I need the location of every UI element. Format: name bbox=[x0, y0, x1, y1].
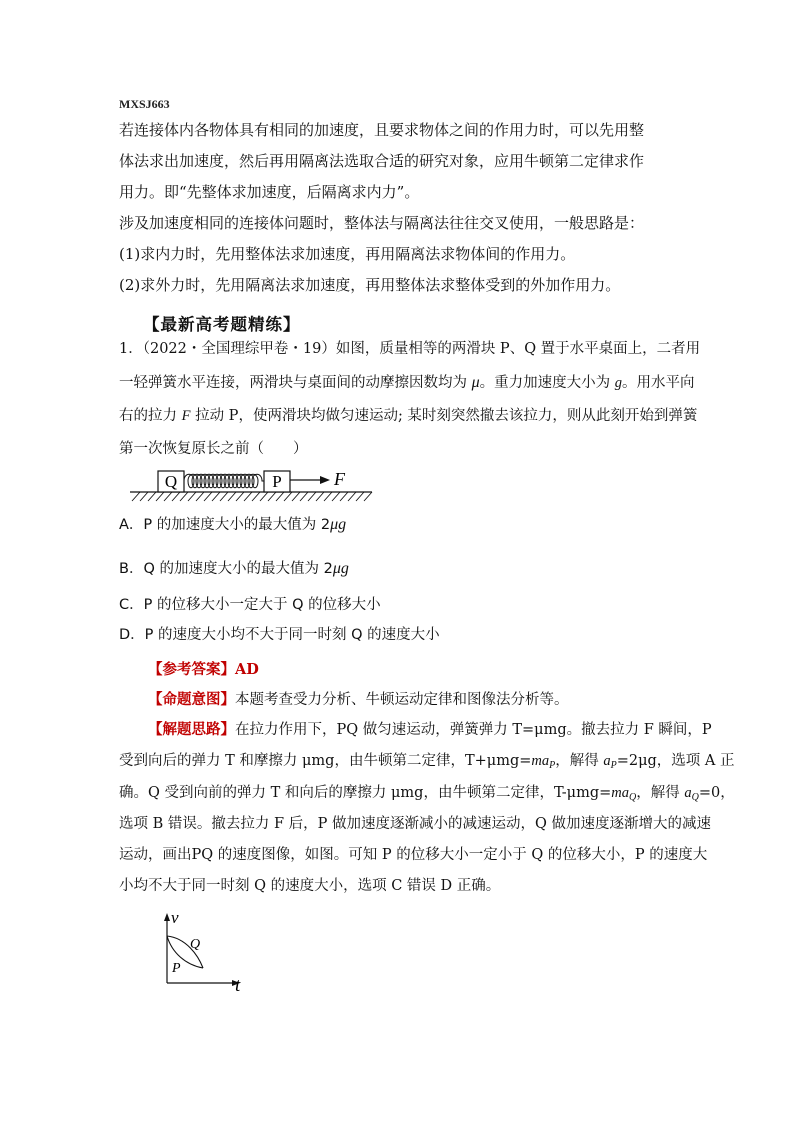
option-a-text: A．P 的加速度大小的最大值为 2 bbox=[119, 517, 331, 533]
curve-p-label: P bbox=[172, 961, 181, 976]
intro-line-3: 用力。即“先整体求加速度，后隔离求内力”。 bbox=[119, 183, 420, 201]
intent-line bbox=[148, 691, 569, 709]
solution-label: 【解题思路】 bbox=[148, 721, 235, 738]
formula-a: a bbox=[603, 753, 611, 769]
formula-a: a bbox=[684, 785, 692, 801]
intro-line-5: (1)求内力时，先用整体法求加速度，再用隔离法求物体间的作用力。 bbox=[119, 245, 576, 263]
g-symbol: g bbox=[338, 516, 347, 533]
solution-text: ，解得 bbox=[636, 785, 685, 801]
intro-line-2: 体法求出加速度，然后再用隔离法选取合适的研究对象，应用牛顿第二定律求作 bbox=[119, 152, 645, 170]
option-b bbox=[119, 560, 349, 578]
stem-text: 。重力加速度大小为 bbox=[479, 375, 615, 391]
solution-line-4: 选项 B 错误。撤去拉力 F 后，P 做加速度逐渐减小的减速运动，Q 做加速度逐渐增大的减速 bbox=[119, 816, 712, 832]
g-symbol: g bbox=[340, 560, 349, 577]
solution-line-3 bbox=[119, 784, 735, 807]
velocity-time-graph bbox=[150, 905, 260, 995]
question-stem-line-1: 1．（2022・全国理综甲卷・19）如图，质量相等的两滑块 P、Q 置于水平桌面上，二者用 bbox=[119, 341, 701, 357]
solution-line-5: 运动，画出PQ 的速度图像，如图。可知 P 的位移大小一定小于 Q 的位移大小，P 的速度大 bbox=[119, 847, 708, 863]
g-symbol: g bbox=[614, 375, 622, 391]
v-axis-arrow bbox=[164, 913, 170, 921]
curve-q-label: Q bbox=[190, 937, 201, 952]
stem-text: 右的拉力 bbox=[119, 408, 182, 424]
stem-text: 拉动 P，使两滑块均做匀速运动; 某时刻突然撤去该拉力，则从此刻开始到弹簧 bbox=[190, 408, 698, 424]
solution-text: 确。Q 受到向前的弹力 T 和向后的摩擦力 μmg，由牛顿第二定律，T-μmg= bbox=[119, 785, 612, 801]
answer-value: AD bbox=[235, 661, 259, 678]
intro-line-1: 若连接体内各物体具有相同的加速度，且要求物体之间的作用力时，可以先用整 bbox=[119, 121, 645, 139]
answer-label: 【参考答案】 bbox=[148, 661, 235, 678]
solution-text: =0， bbox=[698, 785, 735, 801]
force-arrow-head bbox=[320, 476, 330, 484]
formula-subscript: P bbox=[549, 760, 556, 771]
mu-symbol: μ bbox=[332, 560, 341, 577]
reference-answer bbox=[148, 661, 259, 679]
document-code: MXSJ663 bbox=[119, 97, 170, 111]
table-hatch bbox=[132, 492, 372, 501]
solution-text: 受到向后的弹力 T 和摩擦力 μmg，由牛顿第二定律，T+μmg= bbox=[119, 753, 532, 769]
solution-line-2 bbox=[119, 752, 734, 775]
block-q-label: Q bbox=[164, 472, 178, 491]
formula-subscript: P bbox=[610, 760, 617, 771]
stem-text: 。用水平向 bbox=[622, 375, 695, 391]
t-axis-label: t bbox=[235, 975, 241, 995]
intro-line-4: 涉及加速度相同的连接体问题时，整体法与隔离法往往交叉使用，一般思路是： bbox=[119, 214, 645, 232]
f-symbol: F bbox=[181, 408, 191, 424]
option-c: C．P 的位移大小一定大于 Q 的位移大小 bbox=[119, 597, 381, 613]
intent-label: 【命题意图】 bbox=[148, 691, 235, 708]
intro-line-6: (2)求外力时，先用隔离法求加速度，再用整体法求整体受到的外加作用力。 bbox=[119, 276, 621, 294]
spring bbox=[184, 474, 264, 488]
formula-ma: ma bbox=[531, 753, 550, 769]
v-axis-label: v bbox=[171, 908, 179, 927]
block-p-label: P bbox=[272, 472, 282, 491]
option-b-text: B．Q 的加速度大小的最大值为 2 bbox=[119, 561, 333, 577]
option-a bbox=[119, 516, 346, 534]
solution-text: =2μg，选项 A 正 bbox=[616, 753, 735, 769]
formula-subscript: Q bbox=[629, 792, 637, 803]
solution-line-1 bbox=[148, 721, 712, 739]
intent-text: 本题考查受力分析、牛顿运动定律和图像法分析等。 bbox=[235, 692, 569, 708]
spring-blocks-figure bbox=[128, 466, 378, 504]
force-label: F bbox=[334, 469, 345, 489]
stem-text: 一轻弹簧水平连接，两滑块与桌面间的动摩擦因数均为 bbox=[119, 375, 472, 391]
mu-symbol: μ bbox=[330, 516, 339, 533]
section-heading: 【最新高考题精练】 bbox=[143, 315, 301, 334]
mu-symbol: μ bbox=[471, 374, 480, 391]
formula-subscript: Q bbox=[691, 792, 699, 803]
formula-ma: ma bbox=[611, 785, 629, 801]
option-d: D．P 的速度大小均不大于同一时刻 Q 的速度大小 bbox=[119, 627, 440, 643]
solution-text: 在拉力作用下，PQ 做匀速运动，弹簧弹力 T=μmg。撤去拉力 F 瞬间，P bbox=[235, 722, 712, 738]
question-stem-line-4: 第一次恢复原长之前（ ） bbox=[119, 441, 308, 457]
solution-line-6: 小均不大于同一时刻 Q 的速度大小，选项 C 错误 D 正确。 bbox=[119, 878, 501, 894]
question-stem-line-2 bbox=[119, 374, 695, 392]
solution-text: ，解得 bbox=[555, 753, 604, 769]
question-stem-line-3 bbox=[119, 407, 697, 425]
